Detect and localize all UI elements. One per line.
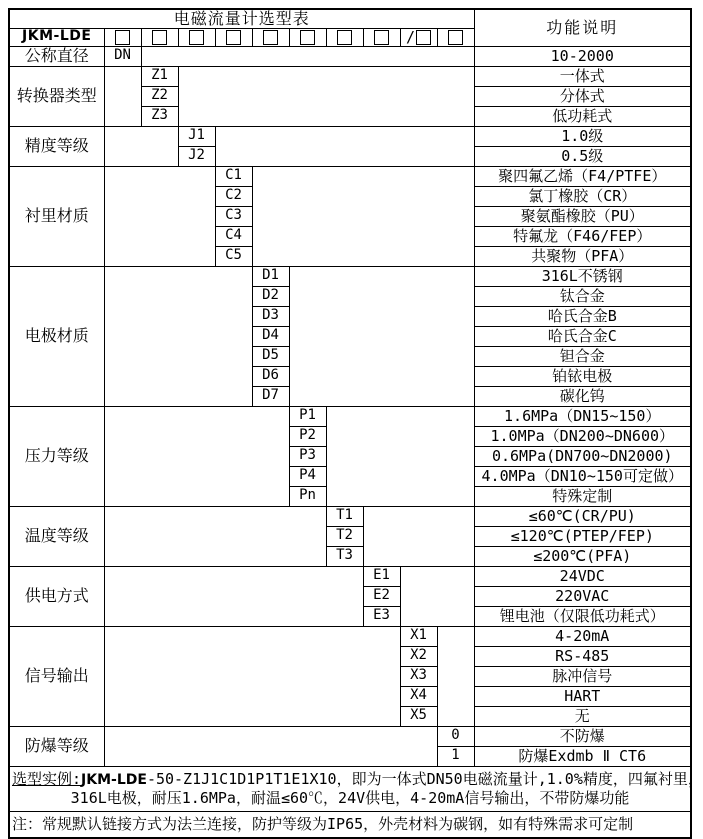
code-cell: C3 xyxy=(215,206,252,226)
table-row xyxy=(9,406,691,426)
example-text: -50-Z1J1C1D1P1T1E1X10，即为一体式DN50电磁流量计,1.0%精度，四氟衬里， xyxy=(146,769,703,788)
empty-cell xyxy=(104,66,141,126)
code-cell: X1 xyxy=(400,626,437,646)
code-cell: E3 xyxy=(363,606,400,626)
checkbox-icon[interactable] xyxy=(416,30,431,45)
empty-cell xyxy=(400,566,474,626)
empty-cell xyxy=(104,406,289,506)
function-desc: 4-20mA xyxy=(474,626,691,646)
code-cell: T2 xyxy=(326,526,363,546)
category-label: 精度等级 xyxy=(9,126,104,166)
model-code-box-cell xyxy=(141,28,178,46)
function-desc: ≤200℃(PFA) xyxy=(474,546,691,566)
category-label: 信号输出 xyxy=(9,626,104,726)
function-desc: 钛合金 xyxy=(474,286,691,306)
table-row xyxy=(9,626,691,646)
empty-cell xyxy=(326,406,474,506)
code-cell: X4 xyxy=(400,686,437,706)
code-cell: X5 xyxy=(400,706,437,726)
function-desc: 4.0MPa（DN10~150可定做） xyxy=(474,466,691,486)
checkbox-icon[interactable] xyxy=(263,30,278,45)
function-desc: 1.6MPa（DN15~150） xyxy=(474,406,691,426)
checkbox-icon[interactable] xyxy=(189,30,204,45)
function-desc: 低功耗式 xyxy=(474,106,691,126)
model-code-box-cell xyxy=(363,28,400,46)
function-desc: RS-485 xyxy=(474,646,691,666)
checkbox-icon[interactable] xyxy=(300,30,315,45)
checkbox-icon[interactable] xyxy=(115,30,130,45)
empty-cell xyxy=(437,626,474,726)
selection-example-cell xyxy=(9,766,703,812)
function-desc: ≤60℃(CR/PU) xyxy=(474,506,691,526)
note-text: 注：常规默认链接方式为法兰连接，防护等级为IP65，外壳材料为碳钢，如有特殊需求可定制 xyxy=(9,812,691,838)
section-rows xyxy=(9,46,691,766)
function-desc: 无 xyxy=(474,706,691,726)
code-cell: X2 xyxy=(400,646,437,666)
function-column-header: 功能说明 xyxy=(474,9,691,46)
function-desc: 聚四氟乙烯（F4/PTFE） xyxy=(474,166,691,186)
code-cell: C1 xyxy=(215,166,252,186)
function-desc: 分体式 xyxy=(474,86,691,106)
function-desc: 共聚物（PFA） xyxy=(474,246,691,266)
function-desc: 一体式 xyxy=(474,66,691,86)
code-cell: 0 xyxy=(437,726,474,746)
note-row xyxy=(9,812,691,838)
category-label: 防爆等级 xyxy=(9,726,104,766)
code-cell: P4 xyxy=(289,466,326,486)
function-desc: 锂电池（仅限低功耗式） xyxy=(474,606,691,626)
code-cell: D1 xyxy=(252,266,289,286)
title-row xyxy=(9,9,691,28)
code-cell: T3 xyxy=(326,546,363,566)
table-row xyxy=(9,66,691,86)
checkbox-icon[interactable] xyxy=(374,30,389,45)
empty-cell xyxy=(178,66,474,126)
empty-cell xyxy=(104,506,326,566)
table-head-rows xyxy=(9,9,691,46)
example-line-2: 316L电极，耐压1.6MPa，耐温≤60℃，24V供电，4-20mA信号输出，不带防爆功能 xyxy=(70,788,630,807)
function-desc: 0.5级 xyxy=(474,146,691,166)
model-prefix: JKM-LDE xyxy=(9,28,104,46)
function-desc: 防爆Exdmb Ⅱ CT6 xyxy=(474,746,691,766)
checkbox-icon[interactable] xyxy=(226,30,241,45)
model-code-box-cell xyxy=(104,28,141,46)
model-code-box-cell xyxy=(215,28,252,46)
table-row xyxy=(9,126,691,146)
empty-cell xyxy=(104,266,252,406)
function-desc: 316L不锈钢 xyxy=(474,266,691,286)
example-row xyxy=(9,766,691,812)
category-label: 供电方式 xyxy=(9,566,104,626)
category-label: 压力等级 xyxy=(9,406,104,506)
function-desc: 哈氏合金C xyxy=(474,326,691,346)
code-cell: 1 xyxy=(437,746,474,766)
checkbox-icon[interactable] xyxy=(337,30,352,45)
category-label: 衬里材质 xyxy=(9,166,104,266)
selection-table xyxy=(8,8,703,839)
example-line-1 xyxy=(12,769,703,788)
function-desc: HART xyxy=(474,686,691,706)
function-desc: 不防爆 xyxy=(474,726,691,746)
function-desc: 220VAC xyxy=(474,586,691,606)
example-model-code: JKM-LDE xyxy=(81,771,147,788)
code-cell: Z3 xyxy=(141,106,178,126)
code-cell: D6 xyxy=(252,366,289,386)
empty-cell xyxy=(252,166,474,266)
function-desc: 哈氏合金B xyxy=(474,306,691,326)
code-cell: C5 xyxy=(215,246,252,266)
checkbox-icon[interactable] xyxy=(448,30,463,45)
code-cell: D4 xyxy=(252,326,289,346)
code-cell: T1 xyxy=(326,506,363,526)
category-label: 转换器类型 xyxy=(9,66,104,126)
empty-cell xyxy=(104,126,178,166)
empty-cell xyxy=(104,566,363,626)
code-cell: C4 xyxy=(215,226,252,246)
code-cell: D2 xyxy=(252,286,289,306)
empty-cell xyxy=(104,726,437,766)
empty-cell xyxy=(363,506,474,566)
table-row xyxy=(9,506,691,526)
code-cell: J1 xyxy=(178,126,215,146)
code-cell: J2 xyxy=(178,146,215,166)
empty-cell xyxy=(104,626,400,726)
table-row xyxy=(9,266,691,286)
function-desc: 钽合金 xyxy=(474,346,691,366)
function-desc: 1.0级 xyxy=(474,126,691,146)
model-code-box-cell xyxy=(178,28,215,46)
code-cell: D3 xyxy=(252,306,289,326)
code-cell: Z1 xyxy=(141,66,178,86)
slash-separator: / xyxy=(405,27,416,46)
code-cell: Z2 xyxy=(141,86,178,106)
function-desc: 聚氨酯橡胶（PU） xyxy=(474,206,691,226)
function-desc: 0.6MPa(DN700~DN2000) xyxy=(474,446,691,466)
function-desc: 1.0MPa（DN200~DN600） xyxy=(474,426,691,446)
function-desc: 脉冲信号 xyxy=(474,666,691,686)
code-cell: D5 xyxy=(252,346,289,366)
code-cell: C2 xyxy=(215,186,252,206)
table-foot-rows xyxy=(9,766,703,838)
function-desc: ≤120℃(PTEP/FEP) xyxy=(474,526,691,546)
empty-cell xyxy=(141,46,474,66)
function-desc: 10-2000 xyxy=(474,46,691,66)
model-code-box-cell xyxy=(326,28,363,46)
code-cell: E1 xyxy=(363,566,400,586)
category-label: 温度等级 xyxy=(9,506,104,566)
code-cell: Pn xyxy=(289,486,326,506)
function-desc: 氯丁橡胶（CR） xyxy=(474,186,691,206)
function-desc: 特氟龙（F46/FEP） xyxy=(474,226,691,246)
table-row xyxy=(9,726,691,746)
code-cell: DN xyxy=(104,46,141,66)
table-row xyxy=(9,166,691,186)
checkbox-icon[interactable] xyxy=(152,30,167,45)
function-desc: 24VDC xyxy=(474,566,691,586)
table-row xyxy=(9,566,691,586)
table-row xyxy=(9,46,691,66)
model-code-box-cell xyxy=(252,28,289,46)
model-code-box-cell xyxy=(400,28,437,46)
function-desc: 特殊定制 xyxy=(474,486,691,506)
empty-cell xyxy=(215,126,474,166)
function-desc: 碳化钨 xyxy=(474,386,691,406)
model-code-box-cell xyxy=(289,28,326,46)
code-cell: P3 xyxy=(289,446,326,466)
code-cell: D7 xyxy=(252,386,289,406)
function-desc: 铂铱电极 xyxy=(474,366,691,386)
table-title: 电磁流量计选型表 xyxy=(9,9,474,28)
code-cell: P2 xyxy=(289,426,326,446)
example-label: 选型实例: xyxy=(12,769,82,788)
code-cell: E2 xyxy=(363,586,400,606)
model-code-box-cell xyxy=(437,28,474,46)
category-label: 电极材质 xyxy=(9,266,104,406)
code-cell: P1 xyxy=(289,406,326,426)
empty-cell xyxy=(104,166,215,266)
empty-cell xyxy=(289,266,474,406)
code-cell: X3 xyxy=(400,666,437,686)
category-label: 公称直径 xyxy=(9,46,104,66)
